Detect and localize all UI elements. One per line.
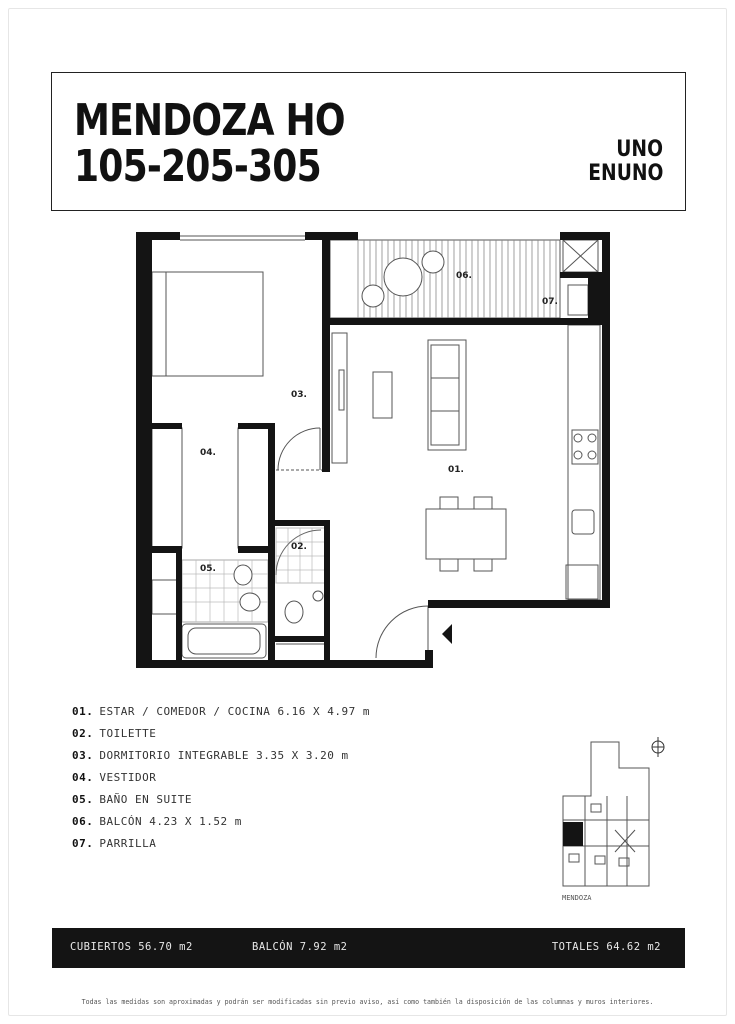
room-legend <box>72 701 370 855</box>
legend-item: 07. PARRILLA <box>72 837 157 850</box>
area-totals-bar <box>52 928 685 968</box>
wardrobe <box>152 428 182 548</box>
key-plan-label: MENDOZA <box>562 894 592 902</box>
dining-table <box>426 509 506 559</box>
wardrobe <box>238 428 270 548</box>
kitchen-sink <box>572 510 594 534</box>
room-label-05: 05. <box>200 564 216 574</box>
sofa <box>428 340 466 450</box>
bedroom-door-swing <box>278 428 320 470</box>
legend-item: 04. VESTIDOR <box>72 771 157 784</box>
key-plan <box>555 734 675 892</box>
grill <box>568 285 588 315</box>
balcony-chair <box>362 285 384 307</box>
covered-area: CUBIERTOS 56.70 m2 <box>70 941 193 953</box>
toilette-toilet <box>285 601 303 623</box>
balcony-table <box>384 258 422 296</box>
entrance-door-swing <box>376 606 428 658</box>
kitchen-counter <box>568 325 600 600</box>
coffee-table <box>373 372 392 418</box>
north-compass-icon <box>652 737 664 757</box>
room-label-04: 04. <box>200 448 216 458</box>
brand-logo-line1: UNO <box>616 137 663 162</box>
fridge <box>566 565 598 599</box>
legend-item: 01. ESTAR / COMEDOR / COCINA 6.16 X 4.97 m <box>72 705 371 718</box>
legend-item: 05. BAÑO EN SUITE <box>72 793 192 806</box>
toilet <box>234 565 252 585</box>
entrance-arrow <box>442 624 452 644</box>
balcony-area-total: BALCÓN 7.92 m2 <box>252 941 348 953</box>
balcony-chair <box>422 251 444 273</box>
brand-logo-line2: ENUNO <box>587 161 663 186</box>
room-label-03: 03. <box>291 390 307 400</box>
unit-highlight <box>563 822 583 846</box>
room-label-06: 06. <box>456 271 472 281</box>
balcony-area <box>330 240 560 318</box>
toilette-sink <box>313 591 323 601</box>
bed <box>152 272 263 376</box>
project-title: MENDOZA HO <box>74 95 345 146</box>
room-label-02: 02. <box>291 542 307 552</box>
vanity <box>152 580 178 614</box>
legend-item: 06. BALCÓN 4.23 X 1.52 m <box>72 815 242 828</box>
disclaimer: Todas las medidas son aproximadas y podrán ser modificadas sin previo aviso, así como también la disposición de las columnas y muros interiores. <box>81 998 654 1006</box>
total-area: TOTALES 64.62 m2 <box>551 941 661 953</box>
legend-item: 02. TOILETTE <box>72 727 157 740</box>
unit-numbers: 105-205-305 <box>74 141 321 192</box>
bathtub <box>182 624 266 658</box>
bidet <box>240 593 260 611</box>
legend-item: 03. DORMITORIO INTEGRABLE 3.35 X 3.20 m <box>72 749 349 762</box>
room-label-07: 07. <box>542 297 558 307</box>
room-label-01: 01. <box>448 465 464 475</box>
